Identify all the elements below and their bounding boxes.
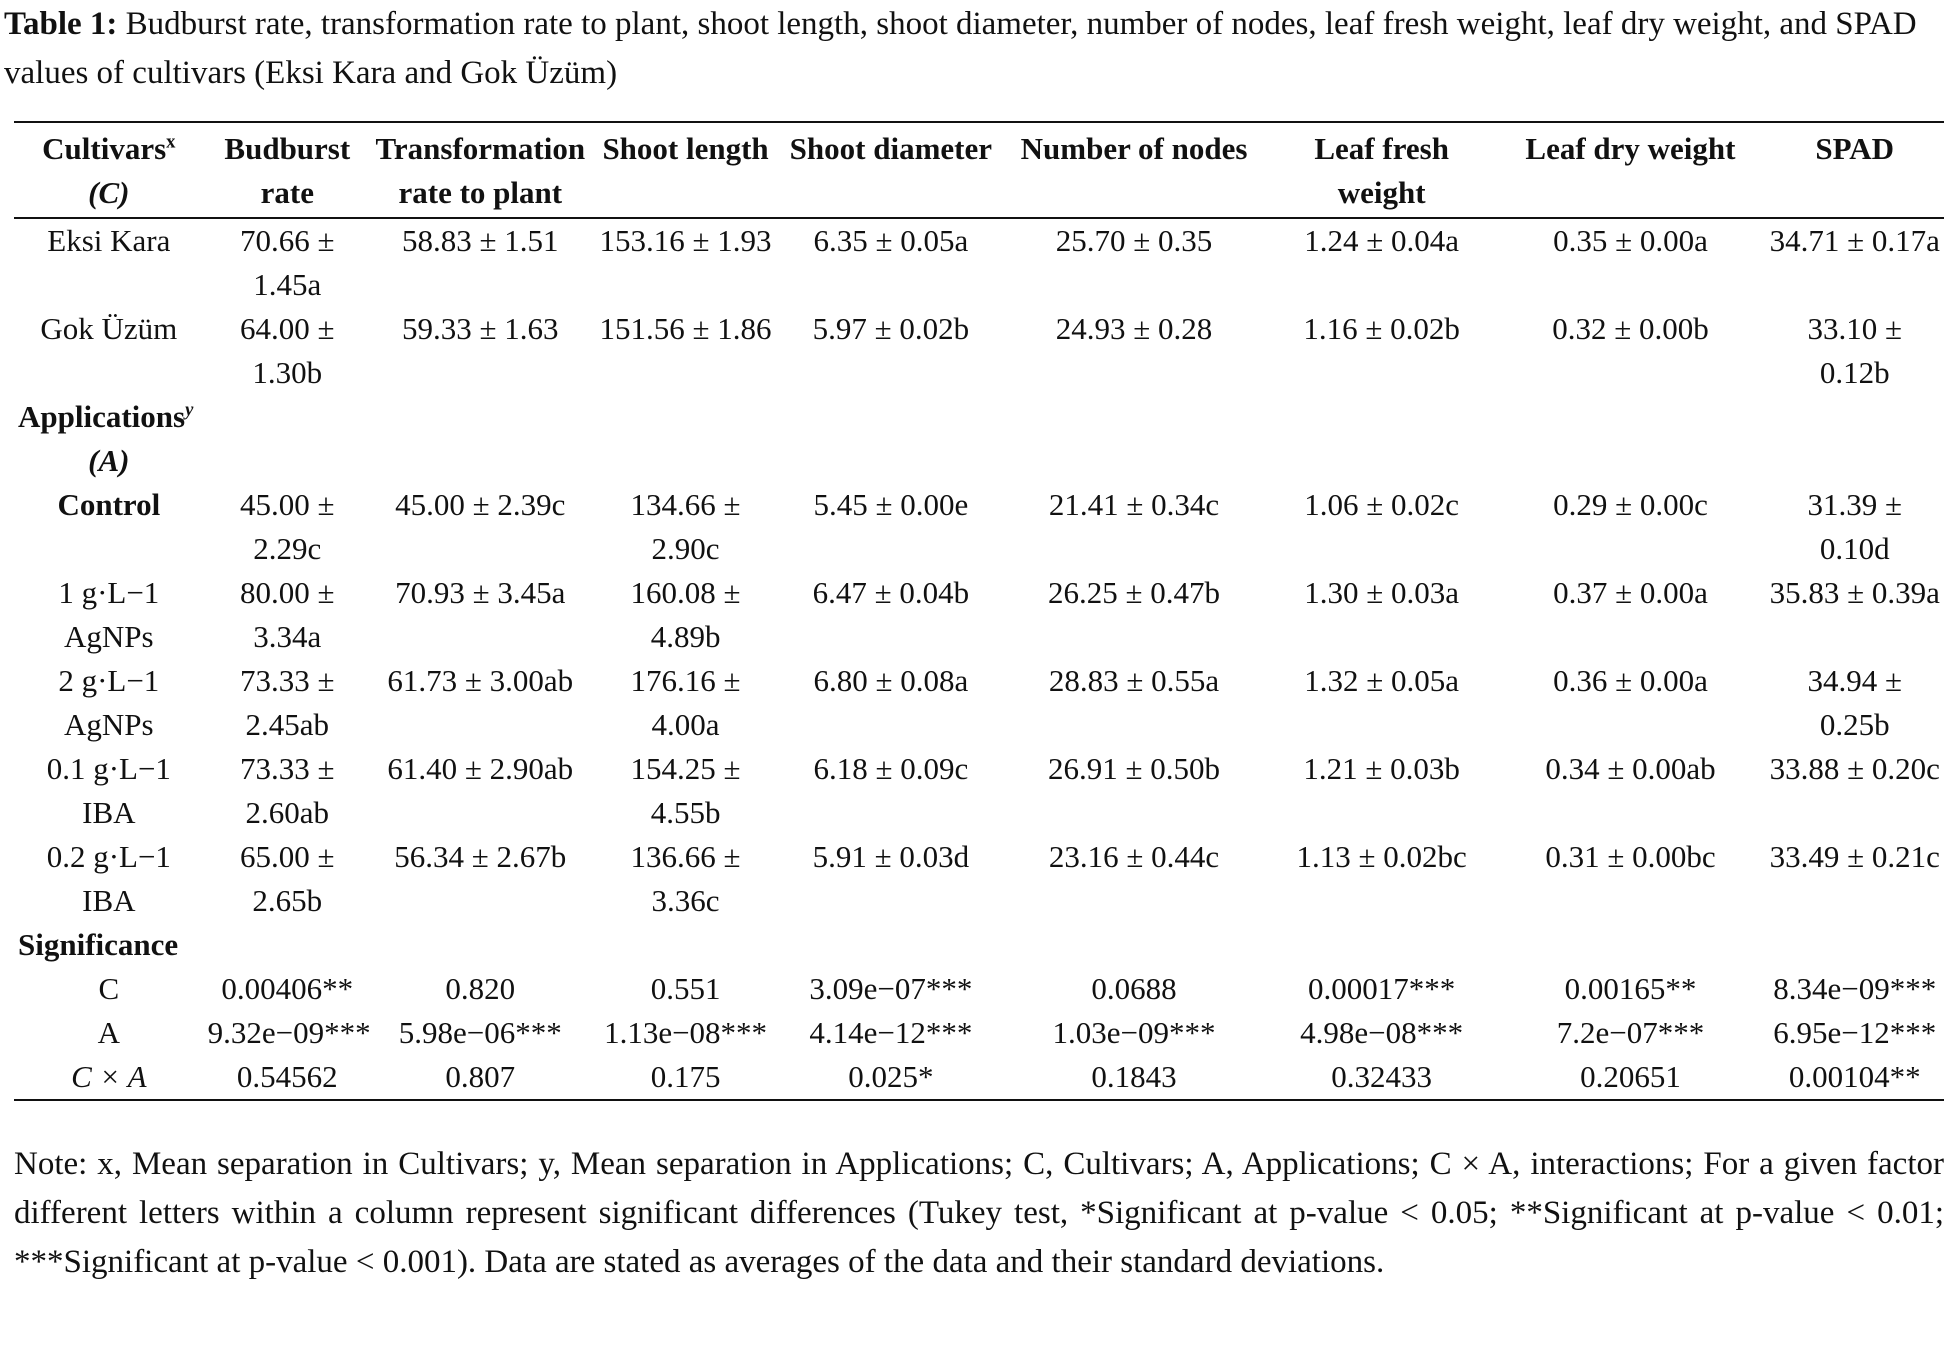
table-cell: 134.66 ± 2.90c bbox=[630, 487, 741, 566]
table-cell: 0.0688 bbox=[1091, 971, 1177, 1006]
table-cell: 153.16 ± 1.93 bbox=[599, 223, 772, 258]
table-caption-label: Table 1: bbox=[4, 6, 118, 42]
col-header-spad: SPAD bbox=[1815, 131, 1895, 166]
table-cell: 6.95e−12*** bbox=[1773, 1015, 1937, 1050]
row-label: 0.1 g·L−1 IBA bbox=[46, 751, 171, 830]
table-cell: 70.66 ± 1.45a bbox=[240, 223, 335, 302]
table-cell: 8.34e−09*** bbox=[1773, 971, 1937, 1006]
table-cell: 33.10 ± 0.12b bbox=[1807, 311, 1902, 390]
table-cell: 136.66 ± 3.36c bbox=[630, 839, 741, 918]
table-cell: 34.94 ± 0.25b bbox=[1807, 663, 1902, 742]
row-label: Gok Üzüm bbox=[40, 311, 178, 346]
table-cell: 0.20651 bbox=[1580, 1059, 1681, 1094]
header-row bbox=[14, 122, 1944, 218]
table-cell: 4.14e−12*** bbox=[809, 1015, 973, 1050]
table-caption-text: Budburst rate, transformation rate to plant, shoot length, shoot diameter, number of nodes, leaf fresh weight, leaf dry weight, and SPAD values of cultivars (Eksi Kara and Gok Üzüm) bbox=[4, 6, 1917, 91]
table-cell: 80.00 ± 3.34a bbox=[240, 575, 335, 654]
table-cell: 6.18 ± 0.09c bbox=[813, 751, 969, 786]
col-header-cultivars: Cultivars$^x$ (C) bbox=[42, 131, 176, 210]
table-row bbox=[14, 967, 1944, 1011]
table-row bbox=[14, 747, 1944, 835]
table-cell: 0.54562 bbox=[236, 1059, 338, 1094]
row-label: A bbox=[97, 1015, 121, 1050]
table-cell: 4.98e−08*** bbox=[1300, 1015, 1464, 1050]
table-cell: 1.13 ± 0.02bc bbox=[1296, 839, 1467, 874]
table-cell: 35.83 ± 0.39a bbox=[1769, 575, 1940, 610]
table-cell: 64.00 ± 1.30b bbox=[240, 311, 335, 390]
table-cell: 0.00104** bbox=[1788, 1059, 1921, 1094]
table-cell: 65.00 ± 2.65b bbox=[240, 839, 335, 918]
table-cell: 1.21 ± 0.03b bbox=[1303, 751, 1460, 786]
row-label: C bbox=[98, 971, 120, 1006]
table-caption bbox=[4, 0, 1950, 98]
table-cell: 73.33 ± 2.45ab bbox=[240, 663, 335, 742]
row-label: Control bbox=[57, 487, 161, 522]
table-cell: 5.98e−06*** bbox=[398, 1015, 562, 1050]
section-row-significance bbox=[14, 923, 1944, 967]
table-cell: 70.93 ± 3.45a bbox=[395, 575, 566, 610]
table-cell: 0.35 ± 0.00a bbox=[1553, 223, 1708, 258]
table-cell: 26.25 ± 0.47b bbox=[1048, 575, 1221, 610]
table-cell: 3.09e−07*** bbox=[809, 971, 973, 1006]
table-cell: 176.16 ± 4.00a bbox=[630, 663, 741, 742]
table-cell: 73.33 ± 2.60ab bbox=[240, 751, 335, 830]
table-cell: 34.71 ± 0.17a bbox=[1769, 223, 1940, 258]
table-cell: 1.16 ± 0.02b bbox=[1303, 311, 1460, 346]
table-cell: 0.025* bbox=[848, 1059, 934, 1094]
table-cell: 0.00406** bbox=[221, 971, 354, 1006]
table-cell: 23.16 ± 0.44c bbox=[1048, 839, 1220, 874]
table-cell: 1.32 ± 0.05a bbox=[1304, 663, 1460, 698]
table-cell: 61.40 ± 2.90ab bbox=[387, 751, 574, 786]
table-cell: 28.83 ± 0.55a bbox=[1048, 663, 1220, 698]
table-cell: 0.00165** bbox=[1564, 971, 1697, 1006]
table-cell: 45.00 ± 2.39c bbox=[395, 487, 566, 522]
table-cell: 9.32e−09*** bbox=[207, 1015, 371, 1050]
table-cell: 24.93 ± 0.28 bbox=[1055, 311, 1213, 346]
col-header-leaf-fresh: Leaf fresh weight bbox=[1314, 131, 1449, 210]
table-cell: 33.88 ± 0.20c bbox=[1769, 751, 1940, 786]
section-label-applications: Applications$^y$ (A) bbox=[18, 399, 194, 478]
results-table bbox=[14, 121, 1944, 1101]
table-cell: 21.41 ± 0.34c bbox=[1048, 487, 1220, 522]
table-row bbox=[14, 307, 1944, 395]
table-cell: 0.551 bbox=[650, 971, 721, 1006]
col-header-leaf-dry: Leaf dry weight bbox=[1525, 131, 1736, 166]
table-cell: 5.45 ± 0.00e bbox=[813, 487, 969, 522]
table-cell: 1.06 ± 0.02c bbox=[1304, 487, 1460, 522]
table-cell: 6.35 ± 0.05a bbox=[813, 223, 969, 258]
table-cell: 25.70 ± 0.35 bbox=[1055, 223, 1213, 258]
table-row bbox=[14, 483, 1944, 571]
table-cell: 0.32 ± 0.00b bbox=[1552, 311, 1709, 346]
table-cell: 26.91 ± 0.50b bbox=[1048, 751, 1221, 786]
table-cell: 0.37 ± 0.00a bbox=[1553, 575, 1708, 610]
table-cell: 61.73 ± 3.00ab bbox=[387, 663, 574, 698]
table-cell: 0.00017*** bbox=[1308, 971, 1456, 1006]
table-cell: 31.39 ± 0.10d bbox=[1807, 487, 1902, 566]
table-cell: 33.49 ± 0.21c bbox=[1769, 839, 1940, 874]
table-cell: 0.820 bbox=[445, 971, 516, 1006]
col-header-budburst: Budburst rate bbox=[224, 131, 351, 210]
table-cell: 58.83 ± 1.51 bbox=[402, 223, 559, 258]
table-cell: 1.03e−09*** bbox=[1052, 1015, 1216, 1050]
table-cell: 5.97 ± 0.02b bbox=[812, 311, 970, 346]
table-cell: 1.24 ± 0.04a bbox=[1304, 223, 1460, 258]
table-cell: 160.08 ± 4.89b bbox=[630, 575, 741, 654]
table-row bbox=[14, 218, 1944, 307]
table-row bbox=[14, 1011, 1944, 1055]
table-cell: 151.56 ± 1.86 bbox=[599, 311, 772, 346]
row-label: C × A bbox=[71, 1059, 147, 1094]
col-header-nodes: Number of nodes bbox=[1020, 131, 1248, 166]
table-cell: 5.91 ± 0.03d bbox=[812, 839, 970, 874]
row-label: 2 g·L−1 AgNPs bbox=[58, 663, 160, 742]
row-label: 0.2 g·L−1 IBA bbox=[46, 839, 171, 918]
table-cell: 0.31 ± 0.00bc bbox=[1545, 839, 1716, 874]
table-cell: 0.807 bbox=[445, 1059, 516, 1094]
table-cell: 0.175 bbox=[650, 1059, 721, 1094]
table-cell: 1.13e−08*** bbox=[604, 1015, 768, 1050]
table-note: Note: x, Mean separation in Cultivars; y, Mean separation in Applications; C, Cultivars; A, Applications; C × A, interactions; For a given factor different letters within a column represent significant differences (Tukey test, *Significant at p-value < 0.05; **Significant at p-value < 0.01; ***Significant at p-value < 0.001). Data are stated as averages of the data and their standard deviations. bbox=[14, 1146, 1944, 1280]
table-cell: 7.2e−07*** bbox=[1556, 1015, 1705, 1050]
row-label: 1 g·L−1 AgNPs bbox=[58, 575, 160, 654]
section-label-significance: Significance bbox=[18, 927, 179, 962]
row-label: Eksi Kara bbox=[47, 223, 171, 258]
table-row bbox=[14, 571, 1944, 659]
table-cell: 0.36 ± 0.00a bbox=[1553, 663, 1708, 698]
table-cell: 6.80 ± 0.08a bbox=[813, 663, 969, 698]
table-cell: 0.32433 bbox=[1331, 1059, 1433, 1094]
col-header-transformation: Transformation rate to plant bbox=[375, 131, 586, 210]
table-cell: 6.47 ± 0.04b bbox=[812, 575, 970, 610]
table-cell: 45.00 ± 2.29c bbox=[240, 487, 335, 566]
section-row-applications bbox=[14, 395, 1944, 483]
table-cell: 59.33 ± 1.63 bbox=[402, 311, 559, 346]
table-row bbox=[14, 659, 1944, 747]
table-cell: 0.34 ± 0.00ab bbox=[1545, 751, 1716, 786]
table-cell: 154.25 ± 4.55b bbox=[630, 751, 741, 830]
table-cell: 56.34 ± 2.67b bbox=[394, 839, 567, 874]
table-cell: 0.1843 bbox=[1091, 1059, 1177, 1094]
col-header-shoot-length: Shoot length bbox=[602, 131, 769, 166]
col-header-shoot-diameter: Shoot diameter bbox=[789, 131, 992, 166]
table-row bbox=[14, 1055, 1944, 1100]
table-row bbox=[14, 835, 1944, 923]
table-cell: 0.29 ± 0.00c bbox=[1553, 487, 1708, 522]
table-cell: 1.30 ± 0.03a bbox=[1304, 575, 1460, 610]
